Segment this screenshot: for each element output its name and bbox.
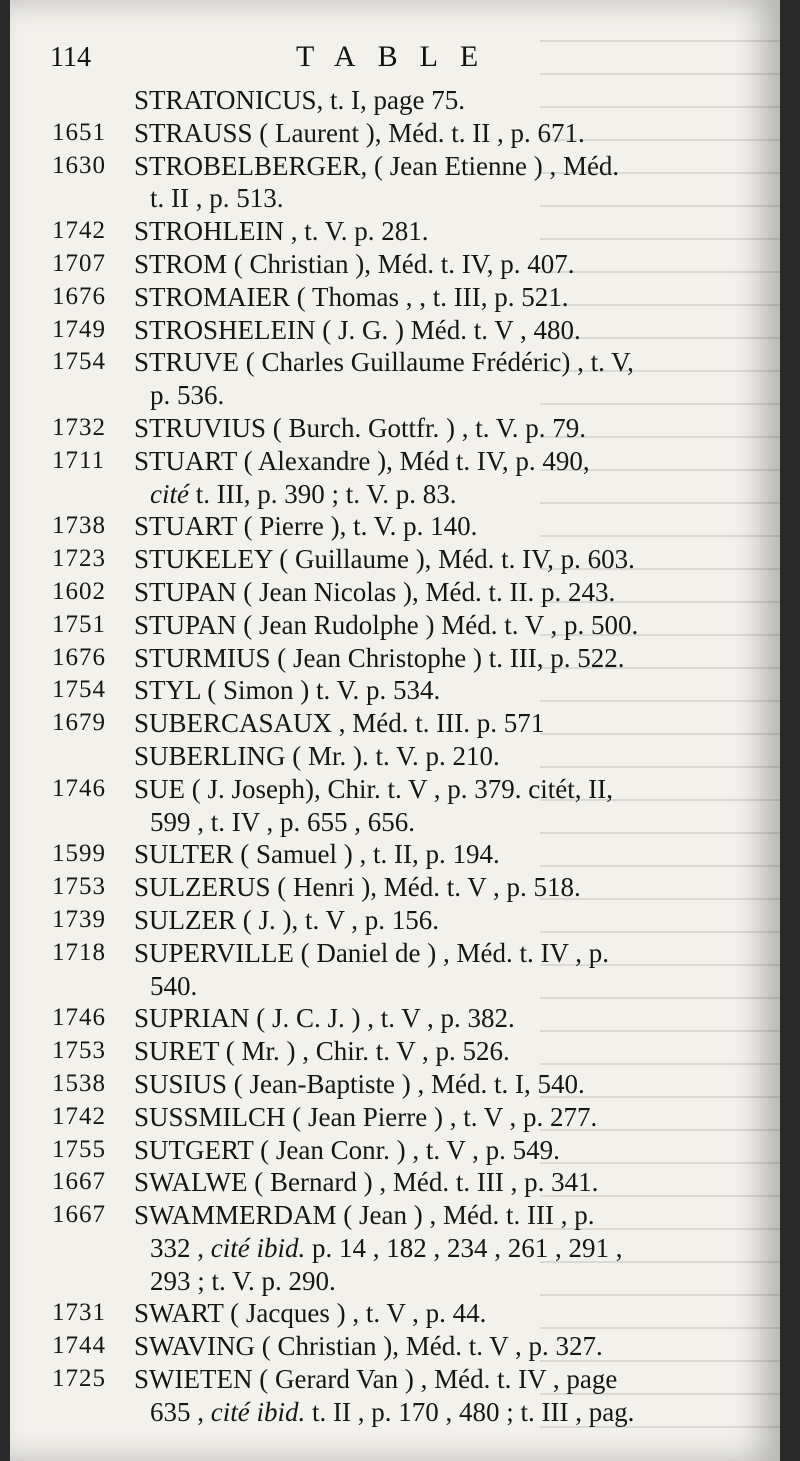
entry-year: 1732 [52, 413, 106, 441]
entry-text: SWAMMERDAM ( Jean ) , Méd. t. III , p. [134, 1200, 595, 1231]
entry-continuation [10, 182, 780, 215]
index-entry [10, 1363, 780, 1429]
entry-year: 1679 [52, 709, 106, 737]
entry-year: 1746 [52, 1004, 106, 1032]
entry-line [10, 215, 780, 248]
entry-text-part: p. 14 , 182 , 234 , 261 , 291 , [305, 1232, 623, 1263]
entry-year: 1599 [52, 840, 106, 868]
index-entry [10, 773, 780, 839]
entry-text [150, 478, 457, 511]
entry-line [10, 609, 780, 642]
entry-text: SUPRIAN ( J. C. J. ) , t. V , p. 382. [134, 1003, 515, 1034]
index-entry [10, 346, 780, 412]
entry-year: 1749 [52, 315, 106, 343]
entry-line [10, 904, 780, 937]
entry-text: SULTER ( Samuel ) , t. II, p. 194. [134, 839, 500, 870]
entry-continuation [10, 478, 780, 511]
entry-line [10, 84, 780, 117]
entry-text: SUBERCASAUX , Méd. t. III. p. 571 [134, 708, 545, 739]
entry-year: 1739 [52, 905, 106, 933]
entry-text: STRUVE ( Charles Guillaume Frédéric) , t. V, [134, 347, 634, 378]
entry-line [10, 773, 780, 806]
entry-line [10, 248, 780, 281]
entry-continuation [10, 806, 780, 839]
entry-text: STROHLEIN , t. V. p. 281. [134, 216, 429, 247]
entry-year: 1676 [52, 282, 106, 310]
entry-text: SUSIUS ( Jean-Baptiste ) , Méd. t. I, 540. [134, 1068, 585, 1099]
entry-text: STRUVIUS ( Burch. Gottfr. ) , t. V. p. 79. [134, 412, 587, 443]
entry-year: 1754 [52, 348, 106, 376]
index-entry [10, 1035, 780, 1068]
entry-line [10, 1330, 780, 1363]
index-entry [10, 150, 780, 216]
index-entry [10, 445, 780, 511]
entry-year: 1602 [52, 577, 106, 605]
entry-text [150, 1232, 622, 1265]
index-entry [10, 1166, 780, 1199]
entry-year: 1667 [52, 1168, 106, 1196]
index-entry [10, 1002, 780, 1035]
entry-line [10, 1363, 780, 1396]
entry-text: STUART ( Pierre ), t. V. p. 140. [134, 511, 478, 542]
entry-year: 1731 [52, 1299, 106, 1327]
entry-text: STURMIUS ( Jean Christophe ) t. III, p. 522. [134, 642, 625, 673]
entry-text: SUE ( J. Joseph), Chir. t. V , p. 379. citét, II, [134, 773, 613, 804]
page-number: 114 [50, 42, 91, 73]
entry-year: 1742 [52, 217, 106, 245]
entry-line [10, 1297, 780, 1330]
entry-year: 1538 [52, 1069, 106, 1097]
index-entry [10, 543, 780, 576]
entry-text: SUPERVILLE ( Daniel de ) , Méd. t. IV , p. [134, 937, 610, 968]
entry-text: STRAUSS ( Laurent ), Méd. t. II , p. 671. [134, 117, 585, 148]
entry-text: SWART ( Jacques ) , t. V , p. 44. [134, 1298, 487, 1329]
entry-line [10, 740, 780, 773]
entry-line [10, 674, 780, 707]
entry-year: 1725 [52, 1365, 106, 1393]
index-entry [10, 1297, 780, 1330]
entry-year: 1667 [52, 1201, 106, 1229]
index-entry [10, 412, 780, 445]
entry-line [10, 117, 780, 150]
entry-line [10, 937, 780, 970]
entry-line [10, 1134, 780, 1167]
entry-text: STUKELEY ( Guillaume ), Méd. t. IV, p. 603. [134, 544, 635, 575]
index-entry [10, 281, 780, 314]
entry-text: STROMAIER ( Thomas , , t. III, p. 521. [134, 281, 569, 312]
entry-text: 540. [150, 970, 198, 1001]
entry-text: STUPAN ( Jean Rudolphe ) Méd. t. V , p. 500. [134, 609, 639, 640]
entry-text: STROM ( Christian ), Méd. t. IV, p. 407. [134, 248, 575, 279]
entry-year: 1718 [52, 938, 106, 966]
index-entry [10, 740, 780, 773]
entry-line [10, 445, 780, 478]
index-entry [10, 84, 780, 117]
entry-continuation [10, 970, 780, 1003]
entry-year: 1630 [52, 151, 106, 179]
entry-year: 1754 [52, 676, 106, 704]
index-entry [10, 937, 780, 1003]
entry-line [10, 642, 780, 675]
index-entry [10, 1101, 780, 1134]
entry-text: STYL ( Simon ) t. V. p. 534. [134, 675, 441, 706]
entry-text-part: 332 , [150, 1232, 211, 1263]
entry-text: 599 , t. IV , p. 655 , 656. [150, 806, 416, 837]
entry-text: t. II , p. 513. [150, 183, 284, 214]
index-entry [10, 1330, 780, 1363]
index-entry [10, 117, 780, 150]
book-page [10, 0, 780, 1461]
index-entry [10, 707, 780, 740]
entry-text: SURET ( Mr. ) , Chir. t. V , p. 526. [134, 1036, 510, 1067]
entry-line [10, 1166, 780, 1199]
entry-text: SULZERUS ( Henri ), Méd. t. V , p. 518. [134, 872, 581, 903]
index-entry [10, 314, 780, 347]
entry-text: p. 536. [150, 380, 225, 411]
entry-line [10, 871, 780, 904]
entry-line [10, 1035, 780, 1068]
entry-year: 1755 [52, 1135, 106, 1163]
page-header [10, 40, 780, 80]
entry-text: SULZER ( J. ), t. V , p. 156. [134, 904, 440, 935]
entry-text: STROBELBERGER, ( Jean Etienne ) , Méd. [134, 150, 620, 181]
entry-year: 1676 [52, 643, 106, 671]
index-entry [10, 1068, 780, 1101]
entry-continuation [10, 1265, 780, 1298]
index-entry [10, 674, 780, 707]
entry-text: SUBERLING ( Mr. ). t. V. p. 210. [134, 740, 500, 771]
entry-year: 1723 [52, 545, 106, 573]
entry-year: 1651 [52, 118, 106, 146]
entry-continuation [10, 1232, 780, 1265]
entry-line [10, 1002, 780, 1035]
entry-text: SUTGERT ( Jean Conr. ) , t. V , p. 549. [134, 1134, 560, 1165]
index-entry [10, 510, 780, 543]
entry-line [10, 510, 780, 543]
index-entry [10, 1134, 780, 1167]
entry-year: 1707 [52, 249, 106, 277]
entry-text: 293 ; t. V. p. 290. [150, 1265, 336, 1296]
entry-text: STROSHELEIN ( J. G. ) Méd. t. V , 480. [134, 314, 581, 345]
entry-continuation [10, 1396, 780, 1429]
index-entry [10, 609, 780, 642]
entry-year: 1711 [52, 446, 106, 474]
cited-reference: cité ibid. [210, 1396, 306, 1427]
entry-year: 1751 [52, 610, 106, 638]
entry-line [10, 1101, 780, 1134]
entry-line [10, 150, 780, 183]
entry-text: SWALWE ( Bernard ) , Méd. t. III , p. 341. [134, 1167, 599, 1198]
entry-text: SWIETEN ( Gerard Van ) , Méd. t. IV , page [134, 1364, 618, 1395]
entry-line [10, 346, 780, 379]
entry-year: 1753 [52, 873, 106, 901]
entry-line [10, 576, 780, 609]
entry-line [10, 1199, 780, 1232]
entry-year: 1753 [52, 1037, 106, 1065]
entry-text: STRATONICUS, t. I, page 75. [134, 85, 466, 115]
entry-line [10, 314, 780, 347]
entry-year: 1742 [52, 1102, 106, 1130]
cited-reference: cité ibid. [210, 1232, 306, 1263]
entry-line [10, 281, 780, 314]
index-entry [10, 215, 780, 248]
entry-text: SWAVING ( Christian ), Méd. t. V , p. 327. [134, 1331, 603, 1362]
entry-line [10, 543, 780, 576]
entry-text-part: t. II , p. 170 , 480 ; t. III , pag. [305, 1396, 635, 1427]
index-entry [10, 248, 780, 281]
index-entry [10, 1199, 780, 1297]
index-entries [10, 84, 780, 1429]
entry-text-part: 635 , [150, 1396, 211, 1427]
index-entry [10, 871, 780, 904]
entry-year: 1744 [52, 1332, 106, 1360]
entry-text: SUSSMILCH ( Jean Pierre ) , t. V , p. 277. [134, 1101, 598, 1132]
index-entry [10, 904, 780, 937]
entry-continuation [10, 379, 780, 412]
running-title: TABLE [296, 40, 501, 73]
entry-year: 1738 [52, 512, 106, 540]
entry-line [10, 707, 780, 740]
index-entry [10, 576, 780, 609]
entry-line [10, 412, 780, 445]
entry-line [10, 838, 780, 871]
entry-text: STUPAN ( Jean Nicolas ), Méd. t. II. p. 243. [134, 576, 616, 607]
entry-line [10, 1068, 780, 1101]
cited-reference: cité [150, 478, 189, 509]
entry-text [150, 1396, 634, 1429]
index-entry [10, 838, 780, 871]
entry-text-part: t. III, p. 390 ; t. V. p. 83. [188, 478, 457, 509]
entry-year: 1746 [52, 774, 106, 802]
index-entry [10, 642, 780, 675]
entry-text: STUART ( Alexandre ), Méd t. IV, p. 490, [134, 445, 590, 476]
